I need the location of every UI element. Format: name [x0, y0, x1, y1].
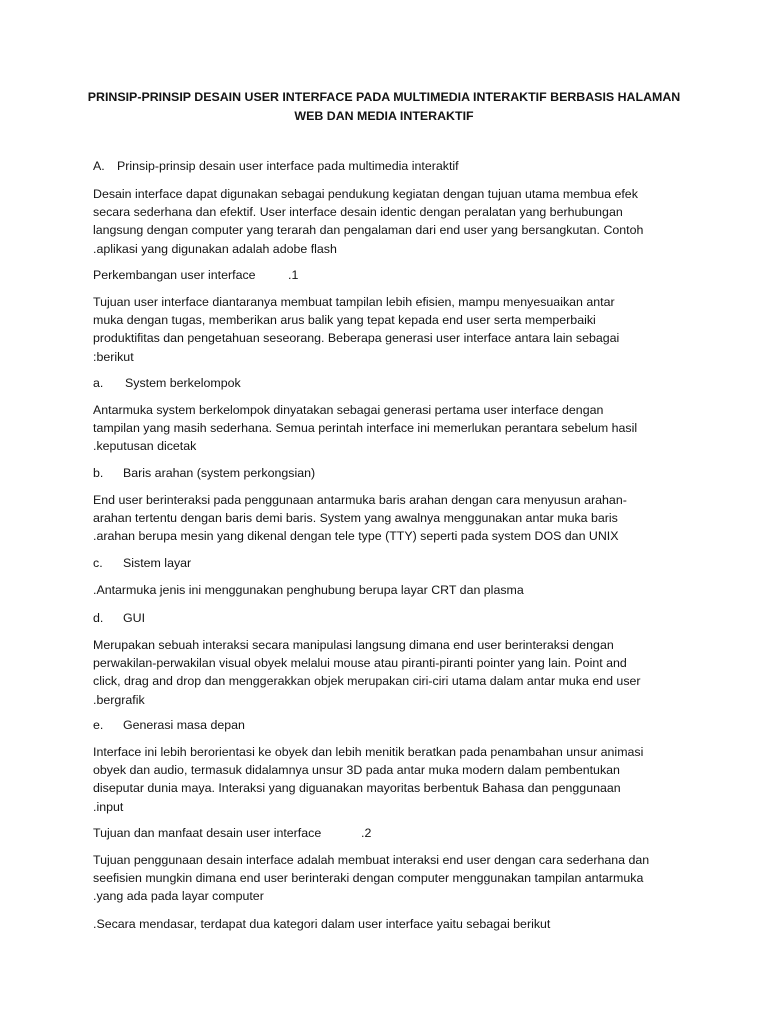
item-e-heading	[93, 716, 245, 734]
text-line: .yang ada pada layar computer	[93, 889, 264, 904]
section-title: Prinsip-prinsip desain user interface pada multimedia interaktif	[117, 159, 459, 173]
item-title: Sistem layar	[123, 556, 192, 570]
text-line: obyek dan audio, termasuk didalamnya unsur 3D pada antar muka modern dalam pembentukan	[93, 763, 620, 778]
paragraph-last	[93, 915, 693, 933]
text-line: Merupakan sebuah interaksi secara manipulasi langsung dimana end user berinteraksi dengan	[93, 638, 614, 652]
item-marker: b.	[93, 466, 104, 480]
text-line: Tujuan penggunaan desain interface adalah membuat interaksi end user dengan cara sederhana dan	[93, 853, 650, 867]
item-title: System berkelompok	[125, 376, 241, 390]
subsection-2-heading	[93, 824, 371, 842]
item-d-heading	[93, 609, 145, 627]
paragraph-e	[93, 743, 693, 816]
text-line: seefisien mungkin dimana end user berinteraki dengan computer menggunakan tampilan antarmuka	[93, 871, 644, 886]
subsection-1-heading	[93, 266, 298, 284]
paragraph-c	[93, 581, 693, 599]
item-b-heading	[93, 464, 315, 482]
paragraph-a	[93, 401, 693, 456]
text-line: click, drag and drop dan menggerakkan objek merupakan ciri-ciri utama dalam antar muka end user	[93, 674, 641, 689]
item-title: Baris arahan (system perkongsian)	[123, 466, 316, 480]
text-line: diseputar dunia maya. Interaksi yang diguanakan mayoritas berbentuk Bahasa dan penggunaan	[93, 781, 621, 796]
item-marker: a.	[93, 376, 104, 390]
text-line: End user berinteraksi pada penggunaan antarmuka baris arahan dengan cara menyusun arahan-	[93, 493, 627, 507]
paragraph-d	[93, 636, 693, 709]
text-line: tampilan yang masih sederhana. Semua perintah interface ini memerlukan perantara sebelum hasil	[93, 421, 638, 436]
section-a-heading	[93, 157, 459, 175]
paragraph-intro	[93, 185, 693, 258]
text-line: .bergrafik	[93, 692, 145, 707]
title-line: WEB DAN MEDIA INTERAKTIF	[294, 108, 474, 123]
item-marker: d.	[93, 611, 104, 625]
paragraph-1	[93, 293, 693, 366]
text-line: .Antarmuka jenis ini menggunakan penghubung berupa layar CRT dan plasma	[93, 583, 524, 597]
text-line: muka dengan tugas, memberikan arus balik yang tepat kepada end user serta memperbaiki	[93, 313, 596, 328]
text-line: .arahan berupa mesin yang dikenal dengan tele type (TTY) seperti pada system DOS dan UNIX	[93, 529, 619, 544]
text-line: .input	[93, 799, 124, 814]
text-line: langsung dengan computer yang terarah dan pengalaman dari end user yang bersangkutan. Contoh	[93, 223, 644, 238]
item-a-heading	[93, 374, 241, 392]
item-marker: c.	[93, 556, 103, 570]
text-line: .aplikasi yang digunakan adalah adobe flash	[93, 241, 337, 256]
item-marker: e.	[93, 718, 104, 732]
text-line: Interface ini lebih berorientasi ke obyek dan lebih menitik beratkan pada penambahan unsur animasi	[93, 745, 644, 759]
text-line: arahan tertentu dengan baris demi baris. System yang awalnya menggunakan antar muka baris	[93, 511, 618, 526]
text-line: secara sederhana dan efektif. User interface desain identic dengan peralatan yang berhubungan	[93, 205, 623, 220]
item-title: Generasi masa depan	[123, 718, 245, 732]
title-line: PRINSIP-PRINSIP DESAIN USER INTERFACE PADA MULTIMEDIA INTERAKTIF BERBASIS HALAMAN	[87, 90, 681, 104]
text-line: .keputusan dicetak	[93, 439, 197, 454]
text-line: Antarmuka system berkelompok dinyatakan sebagai generasi pertama user interface dengan	[93, 403, 604, 417]
paragraph-2	[93, 851, 693, 906]
text-line: produktifitas dan pengetahuan seseorang. Beberapa generasi user interface antara lain sebagai	[93, 331, 620, 346]
subsection-title: Tujuan dan manfaat desain user interface	[93, 826, 322, 840]
document-title	[80, 88, 688, 125]
text-line: perwakilan-perwakilan visual obyek melalui mouse atau piranti-piranti pointer yang lain. Point and	[93, 656, 627, 671]
subsection-title: Perkembangan user interface	[93, 268, 256, 282]
text-line: Desain interface dapat digunakan sebagai pendukung kegiatan dengan tujuan utama membua efek	[93, 187, 638, 201]
text-line: .Secara mendasar, terdapat dua kategori dalam user interface yaitu sebagai berikut	[93, 917, 551, 931]
text-line: Tujuan user interface diantaranya membuat tampilan lebih efisien, mampu menyesuaikan antar	[93, 295, 615, 309]
section-marker: A.	[93, 159, 105, 173]
item-title: GUI	[123, 611, 146, 625]
item-c-heading	[93, 554, 191, 572]
text-line: :berikut	[93, 349, 134, 364]
subsection-marker: .2	[361, 826, 372, 840]
subsection-marker: .1	[288, 268, 299, 282]
paragraph-b	[93, 491, 693, 546]
